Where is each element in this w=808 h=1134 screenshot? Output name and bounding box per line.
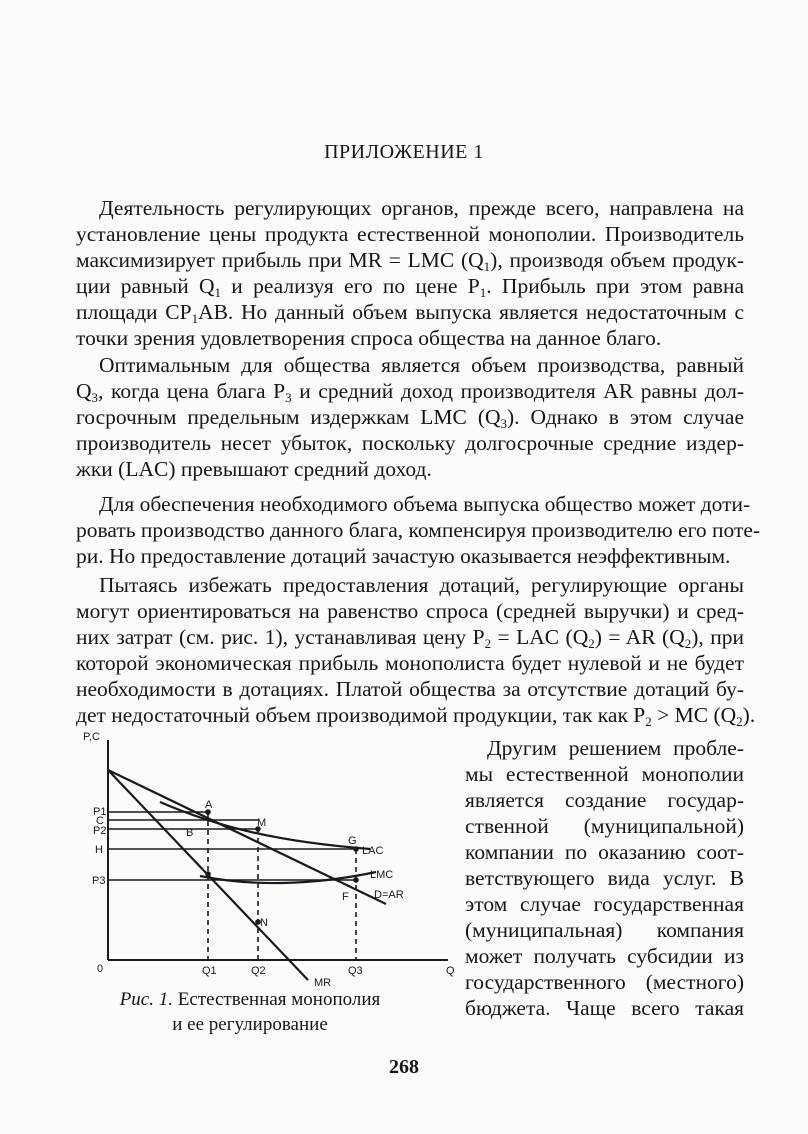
subscript: 1 <box>483 259 491 274</box>
text-line <box>76 325 744 351</box>
text-segment: Для обеспечения необходимого объема выпуска общество может доти- <box>99 492 751 516</box>
text-segment: которой экономическая прибыль монополиста будет нулевой и не будет <box>76 651 744 675</box>
label-point-g: G <box>348 835 357 847</box>
text-segment: мы естественной монополии <box>465 762 744 786</box>
text-segment: Q <box>76 379 92 403</box>
figure-natural-monopoly-chart <box>80 728 462 990</box>
text-line <box>487 735 744 761</box>
text-segment: Другим решением пробле- <box>487 736 744 760</box>
text-segment: компании по оказанию соот- <box>465 840 744 864</box>
text-line <box>76 598 744 624</box>
text-segment: установление цены продукта естественной монополии. Производитель <box>76 222 744 246</box>
text-line <box>76 221 744 247</box>
text-segment: ри. Но предоставление дотаций зачастую оказывается неэффективным. <box>76 544 731 568</box>
label-q1: Q1 <box>202 965 217 977</box>
point-intersection <box>205 871 211 877</box>
label-d-ar: D=AR <box>374 889 404 901</box>
text-segment: точки зрения удовлетворения спроса общества на данное благо. <box>76 326 662 350</box>
figure-caption-line-2: и ее регулирование <box>172 1014 328 1035</box>
text-line <box>465 813 744 839</box>
text-segment: производитель несет убыток, поскольку долгосрочные средние издер- <box>76 431 744 455</box>
text-segment: (муниципальная) компания <box>465 918 744 942</box>
subscript: 3 <box>500 416 508 431</box>
text-segment: ветствующего вида услуг. В <box>465 866 744 890</box>
x-axis-label: Q <box>446 965 455 977</box>
subscript: 3 <box>91 390 99 405</box>
text-segment: ), при <box>691 625 744 649</box>
text-line <box>465 969 744 995</box>
y-axis-label: P,C <box>83 731 100 743</box>
text-segment: ) = AR (Q <box>594 625 685 649</box>
text-segment: Пытаясь избежать предоставления дотаций, регулирующие органы <box>99 573 744 597</box>
subscript: 1 <box>191 311 199 326</box>
subscript: 2 <box>484 636 492 651</box>
label-point-f: F <box>342 891 349 903</box>
text-segment: > MC (Q <box>651 703 737 727</box>
text-segment: и средний доход производителя AR равны дол- <box>291 379 744 403</box>
text-line <box>76 404 744 430</box>
text-segment: Деятельность регулирующих органов, прежде всего, направлена на <box>99 196 744 220</box>
text-line <box>76 702 756 729</box>
text-line <box>465 761 744 787</box>
text-line <box>76 676 744 702</box>
text-line <box>465 917 744 943</box>
text-line <box>465 787 744 813</box>
text-segment: ции равный Q <box>76 274 215 298</box>
subscript: 2 <box>736 714 743 729</box>
text-segment: ). <box>742 703 756 727</box>
text-segment: необходимости в дотациях. Платой общества за отсутствие дотаций бу- <box>76 677 744 701</box>
text-line <box>465 839 744 865</box>
text-line <box>465 995 744 1021</box>
subscript: 2 <box>588 636 595 651</box>
text-line <box>465 865 744 891</box>
text-line <box>76 624 744 650</box>
text-segment: этом случае государственная <box>465 892 744 916</box>
text-segment: ), производя объем продук- <box>490 248 744 272</box>
text-line <box>76 299 744 325</box>
text-line <box>76 517 761 543</box>
text-line <box>76 430 744 456</box>
text-line <box>99 491 751 517</box>
text-line <box>99 352 744 378</box>
label-mr: MR <box>314 977 332 989</box>
label-q3: Q3 <box>348 965 363 977</box>
text-segment: ственной (муниципальной) <box>465 814 744 838</box>
text-segment: площади CP <box>76 300 192 324</box>
text-line <box>76 650 744 676</box>
text-segment: госрочным предельным издержкам LMC (Q <box>76 405 501 429</box>
text-segment: является создание государ- <box>465 788 744 812</box>
label-lac: LAC <box>362 845 384 857</box>
text-line <box>99 195 744 221</box>
text-line <box>76 543 744 569</box>
label-c: C <box>96 815 104 827</box>
figure-caption-line-1 <box>95 988 405 1012</box>
text-segment: . Прибыль при этом равна <box>486 274 745 298</box>
text-line <box>465 943 744 969</box>
text-segment: них затрат (см. рис. 1), устанавливая цену P <box>76 625 485 649</box>
text-segment: ровать производство данного блага, компенсируя производителю его поте- <box>76 518 761 542</box>
subscript: 1 <box>214 285 222 300</box>
subscript: 2 <box>684 636 692 651</box>
caption-prefix: Рис. 1. <box>119 989 173 1010</box>
text-segment: максимизирует прибыль при MR = LMC (Q <box>76 248 484 272</box>
text-line <box>76 247 744 273</box>
demand-curve <box>108 770 386 904</box>
caption-title: Естественная монополия <box>173 989 381 1010</box>
point-f <box>353 877 359 883</box>
label-point-b: B <box>186 827 194 839</box>
text-line <box>76 273 744 299</box>
subscript: 1 <box>479 285 487 300</box>
label-point-m: M <box>257 817 267 829</box>
text-segment: ). Однако в этом случае <box>507 405 744 429</box>
label-lmc: LMC <box>370 869 394 881</box>
text-segment: Оптимальным для общества является объем производства, равный <box>99 353 744 377</box>
label-p3: P3 <box>92 875 106 887</box>
text-segment: могут ориентироваться на равенство спроса (средней выручки) и сред- <box>76 599 744 623</box>
label-q2: Q2 <box>251 965 266 977</box>
point-g <box>353 846 359 852</box>
text-segment: AB. Но данный объем выпуска является недостаточным с <box>198 300 744 324</box>
subscript: 2 <box>645 714 652 729</box>
text-segment: и реализуя его по цене P <box>221 274 480 298</box>
label-p1: P1 <box>93 806 107 818</box>
appendix-heading: ПРИЛОЖЕНИЕ 1 <box>324 141 484 163</box>
page-number: 268 <box>389 1056 419 1078</box>
text-segment: государственного (местного) <box>465 970 744 994</box>
label-h: H <box>95 844 103 856</box>
origin-label: 0 <box>97 963 104 975</box>
text-segment: бюджета. Чаще всего такая <box>465 996 744 1020</box>
label-point-n: N <box>260 917 268 929</box>
text-line <box>99 572 744 598</box>
text-segment: дет недостаточный объем производимой продукции, так как P <box>76 703 646 727</box>
subscript: 3 <box>285 390 292 405</box>
text-segment: может получать субсидии из <box>465 944 744 968</box>
text-segment: жки (LAC) превышают средний доход. <box>76 457 432 481</box>
text-segment: , когда цена блага P <box>98 379 286 403</box>
label-point-a: A <box>205 799 213 811</box>
lmc-curve <box>200 872 376 883</box>
text-line <box>76 456 744 482</box>
text-line <box>465 891 744 917</box>
text-segment: = LAC (Q <box>491 625 589 649</box>
label-p2: P2 <box>93 825 107 837</box>
text-line <box>76 378 744 404</box>
